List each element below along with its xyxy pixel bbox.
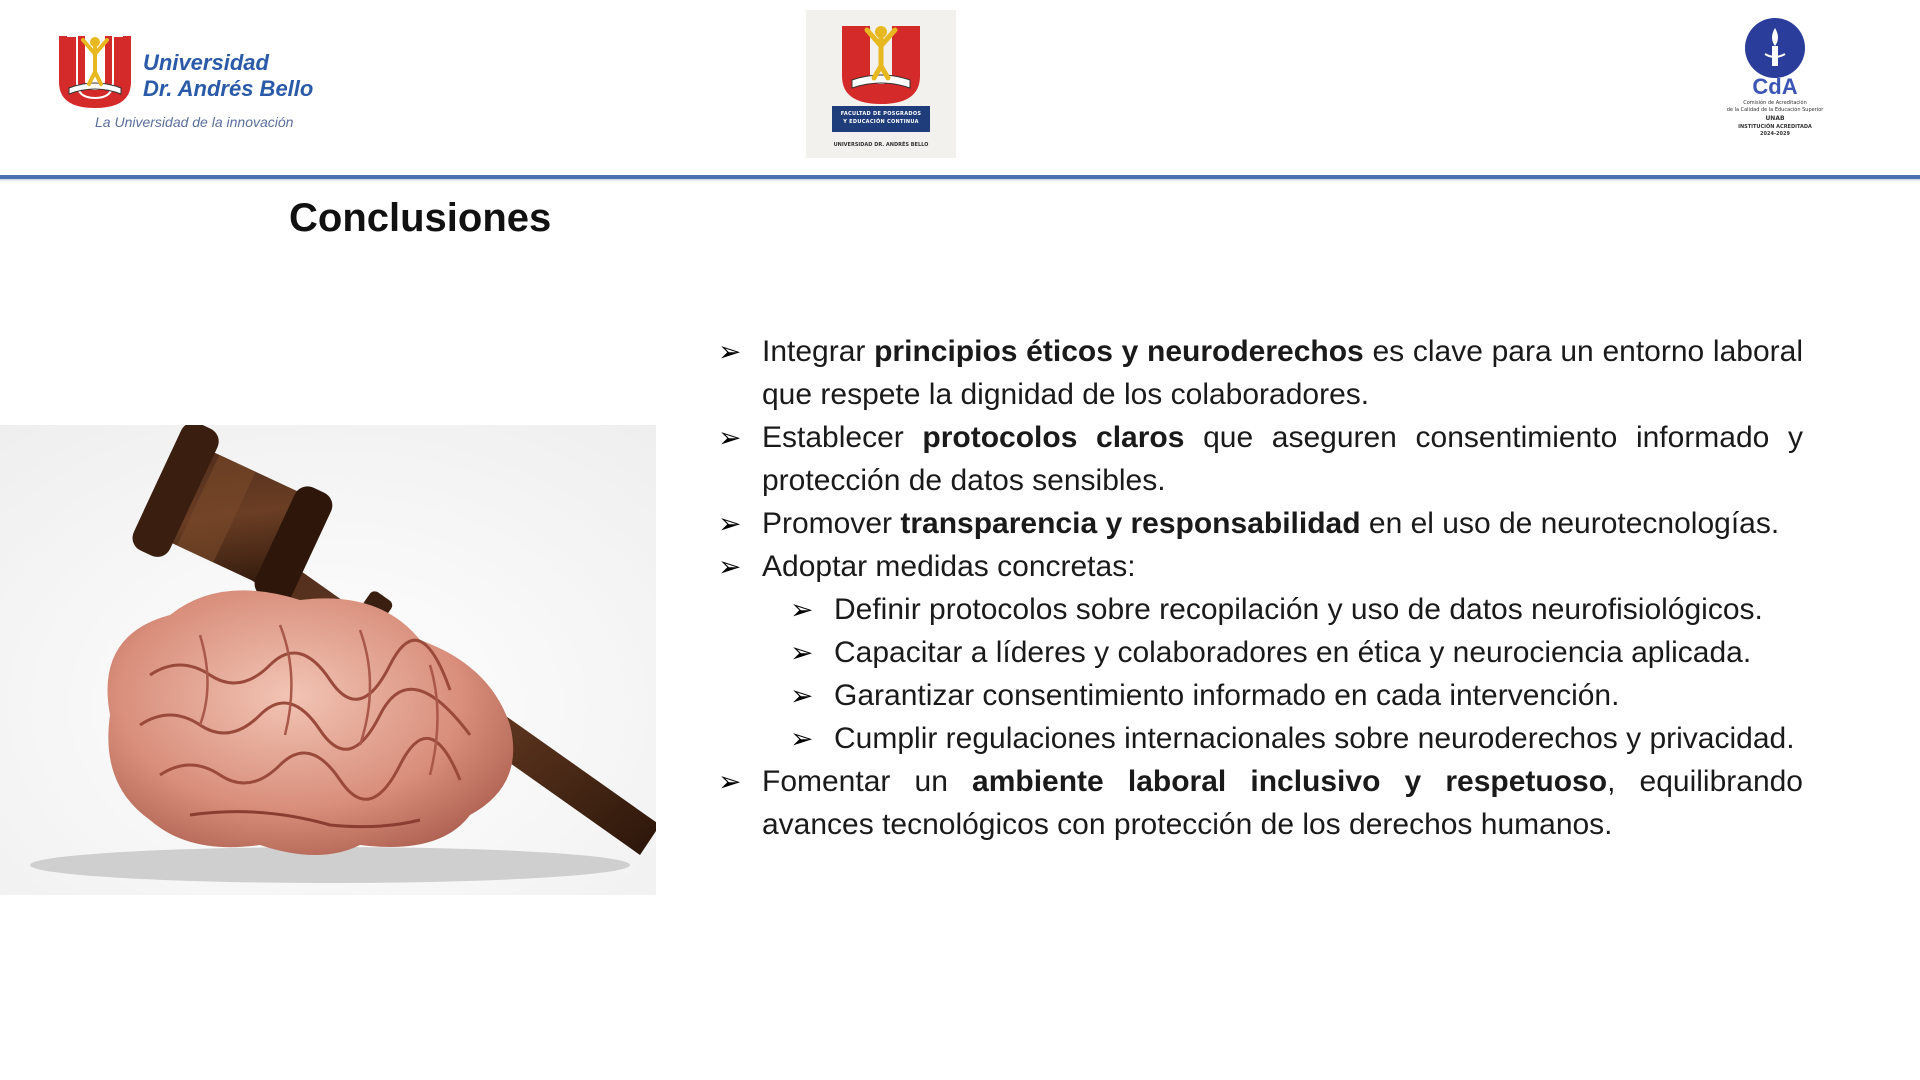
accreditation-acronym: CdA <box>1752 74 1798 99</box>
conclusions-list <box>718 330 1803 846</box>
bullet-emphasis: principios éticos y neuroderechos <box>874 335 1364 368</box>
bullet-item <box>718 545 1803 588</box>
bullet-item <box>718 330 1803 416</box>
sub-bullet-item <box>718 674 1803 717</box>
arrowhead-bullet-icon: ➢ <box>790 680 814 711</box>
bullet-text-continued: que aseguren consentimiento informado y protección de datos sensibles. <box>762 421 1803 497</box>
faculty-line1: FACULTAD DE POSGRADOS <box>840 111 922 117</box>
bullet-text: Fomentar un <box>762 765 973 798</box>
arrowhead-bullet-icon: ➢ <box>790 594 814 625</box>
bullet-item <box>718 416 1803 502</box>
arrowhead-bullet-icon: ➢ <box>718 336 742 367</box>
header-divider-shadow <box>0 179 1920 182</box>
sub-bullet-item <box>718 631 1803 674</box>
bullet-emphasis: transparencia y responsabilidad <box>900 507 1361 540</box>
arrowhead-bullet-icon: ➢ <box>718 422 742 453</box>
bullet-text: Definir protocolos sobre recopilación y uso de datos neurofisiológicos. <box>834 593 1763 626</box>
arrowhead-bullet-icon: ➢ <box>790 637 814 668</box>
bullet-text: Adoptar medidas concretas: <box>762 550 1136 583</box>
sub-bullet-item <box>718 717 1803 760</box>
accreditation-torch-icon <box>1745 18 1805 78</box>
faculty-line2: Y EDUCACIÓN CONTINUA <box>843 119 919 125</box>
bullet-text-continued: , equilibrando avances tecnológicos con protección de los derechos humanos. <box>762 765 1803 841</box>
bullet-emphasis: protocolos claros <box>922 421 1185 454</box>
arrowhead-bullet-icon: ➢ <box>718 766 742 797</box>
university-name-line2: Dr. Andrés Bello <box>143 76 314 101</box>
bullet-emphasis: ambiente laboral inclusivo y respetuoso <box>972 765 1608 798</box>
arrowhead-bullet-icon: ➢ <box>718 551 742 582</box>
university-emblem-icon <box>55 28 135 112</box>
header <box>0 0 1920 175</box>
accreditation-logo <box>1712 18 1838 148</box>
faculty-emblem-icon <box>836 18 926 108</box>
accreditation-line5: 2024-2029 <box>1760 131 1790 137</box>
faculty-label-box <box>832 106 930 132</box>
bullet-text: Garantizar consentimiento informado en cada intervención. <box>834 679 1620 712</box>
bullet-text-continued: es clave para un entorno laboral que respete la dignidad de los colaboradores. <box>762 335 1803 411</box>
arrowhead-bullet-icon: ➢ <box>790 723 814 754</box>
bullet-text-continued: en el uso de neurotecnologías. <box>1360 507 1780 540</box>
faculty-logo <box>806 10 956 158</box>
university-name-line1: Universidad <box>143 50 269 75</box>
bullet-text: Capacitar a líderes y colaboradores en ética y neurociencia aplicada. <box>834 636 1752 669</box>
university-tagline: La Universidad de la innovación <box>95 114 294 130</box>
accreditation-line4: INSTITUCIÓN ACREDITADA <box>1738 124 1812 130</box>
bullet-item <box>718 760 1803 846</box>
arrowhead-bullet-icon: ➢ <box>718 508 742 539</box>
university-logo <box>55 28 355 138</box>
bullet-item <box>718 502 1803 545</box>
sub-bullet-item <box>718 588 1803 631</box>
bullet-text: Establecer <box>762 421 923 454</box>
gavel-brain-image <box>0 425 656 895</box>
bullet-text: Integrar <box>762 335 875 368</box>
accreditation-line2: de la Calidad de la Educación Superior <box>1726 107 1824 113</box>
accreditation-line1: Comisión de Acreditación <box>1743 100 1807 106</box>
slide-title: Conclusiones <box>289 196 552 240</box>
bullet-text: Promover <box>762 507 901 540</box>
faculty-sub-label: UNIVERSIDAD DR. ANDRÉS BELLO <box>833 142 929 148</box>
bullet-text: Cumplir regulaciones internacionales sobre neuroderechos y privacidad. <box>834 722 1795 755</box>
accreditation-line3: UNAB <box>1765 115 1785 122</box>
